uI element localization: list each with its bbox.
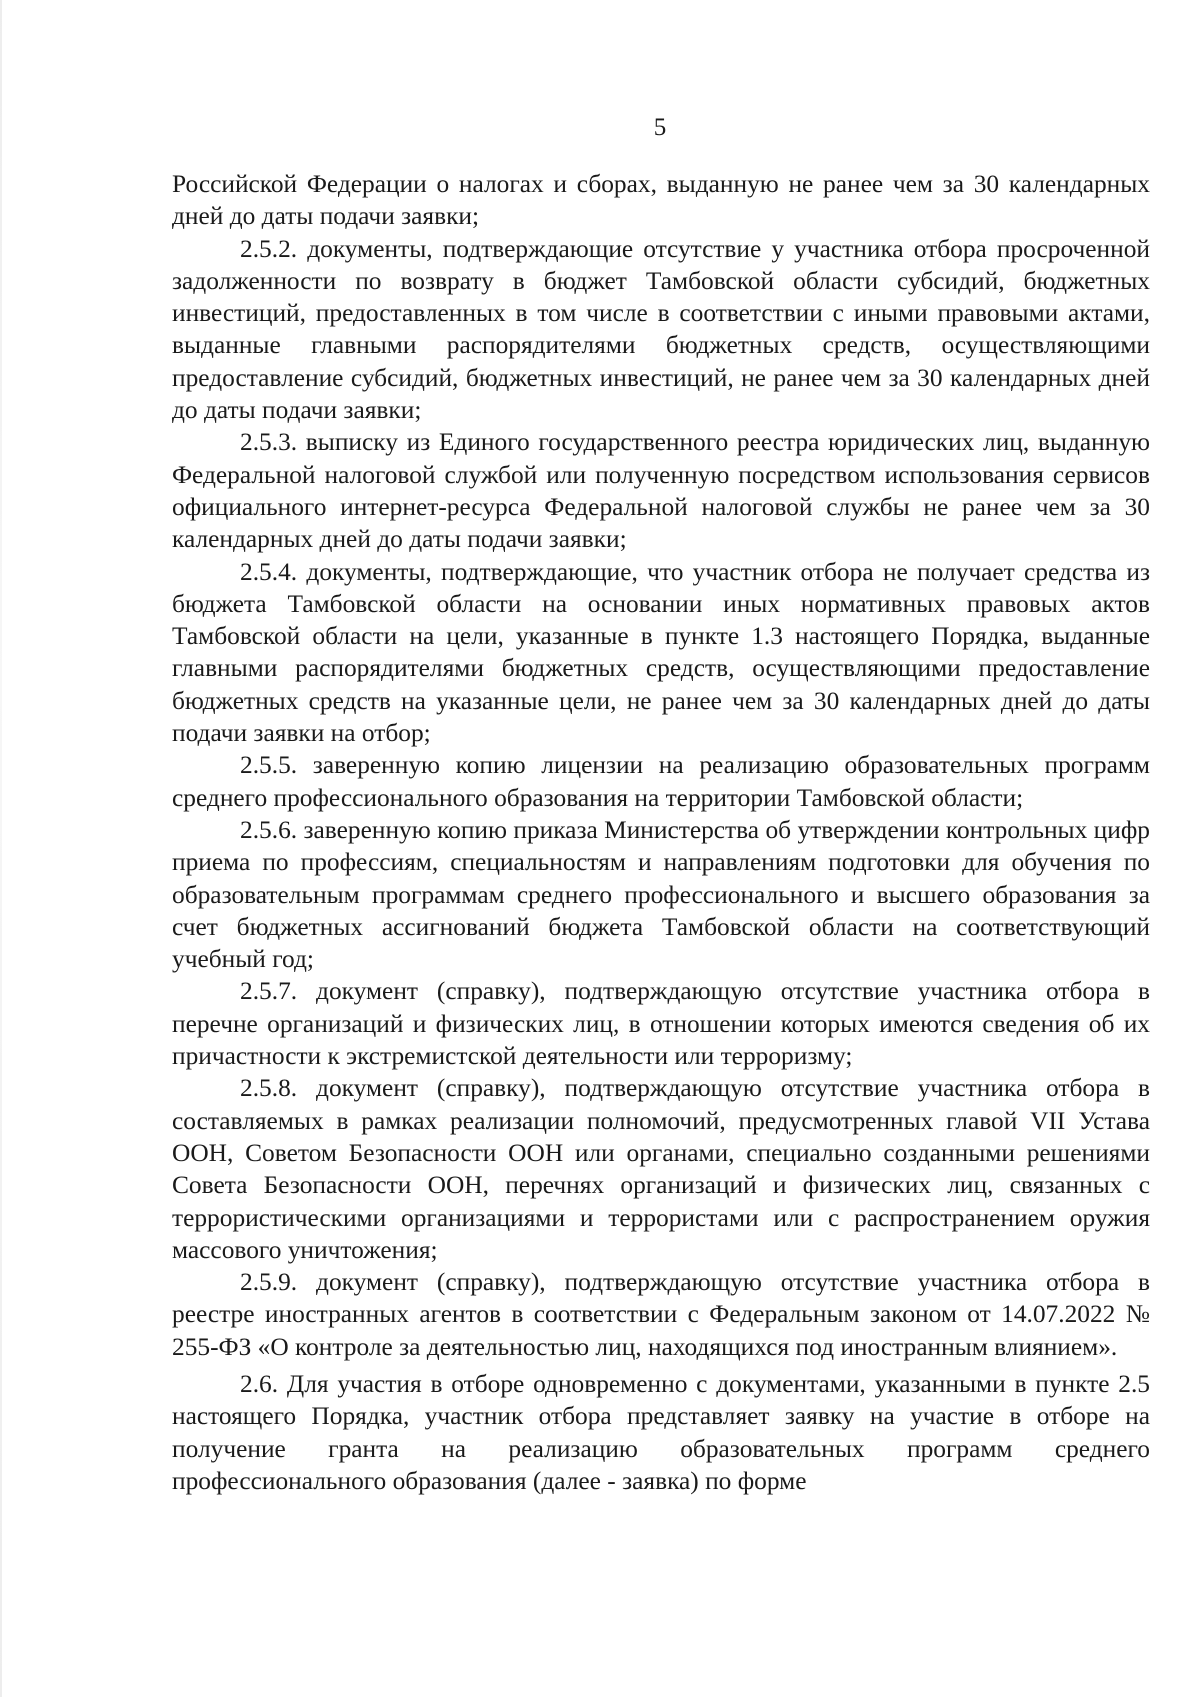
paragraph-continuation: Российской Федерации о налогах и сборах, выданную не ранее чем за 30 календарных дней до даты подачи заявки; bbox=[172, 170, 1150, 231]
paragraph-2-5-4: 2.5.4. документы, подтверждающие, что участник отбора не получает средства из бюджета Тамбовской области на основании иных нормативных правовых актов Тамбовской области на цели, указанные в пункте 1.3 настоящего Порядка, выданные главными распорядителями бюджетных средств, осуществляющими предоставление бюджетных средств на указанные цели, не ранее чем за 30 календарных дней до даты подачи заявки на отбор; bbox=[172, 557, 1150, 748]
paragraph-2-5-2: 2.5.2. документы, подтверждающие отсутствие у участника отбора просроченной задолженности по возврату в бюджет Тамбовской области субсидий, бюджетных инвестиций, предоставленных в том числе в соответствии с иными правовыми актами, выданные главными распорядителями бюджетных средств, осуществляющими предоставление субсидий, бюджетных инвестиций, не ранее чем за 30 календарных дней до даты подачи заявки; bbox=[172, 234, 1150, 425]
paragraph-2-5-7: 2.5.7. документ (справку), подтверждающую отсутствие участника отбора в перечне организаций и физических лиц, в отношении которых имеются сведения об их причастности к экстремистской деятельности или терроризму; bbox=[172, 977, 1150, 1071]
paragraph-2-5-3: 2.5.3. выписку из Единого государственного реестра юридических лиц, выданную Федеральной налоговой службой или полученную посредством использования сервисов официального интернет-ресурса Федеральной налоговой службы не ранее чем за 30 календарных дней до даты подачи заявки; bbox=[172, 428, 1150, 554]
scan-edge-shadow bbox=[0, 0, 2, 1697]
paragraph-2-5-9: 2.5.9. документ (справку), подтверждающую отсутствие участника отбора в реестре иностранных агентов в соответствии с Федеральным законом от 14.07.2022 № 255-ФЗ «О контроле за деятельностью лиц, находящихся под иностранным влиянием». bbox=[172, 1268, 1150, 1361]
page-number: 5 bbox=[653, 114, 667, 141]
paragraph-2-5-5: 2.5.5. заверенную копию лицензии на реализацию образовательных программ среднего профессионального образования на территории Тамбовской области; bbox=[172, 751, 1150, 812]
paragraph-2-5-8: 2.5.8. документ (справку), подтверждающую отсутствие участника отбора в составляемых в рамках реализации полномочий, предусмотренных главой VII Устава ООН, Советом Безопасности ООН или органами, специально созданными решениями Совета Безопасности ООН, перечнях организаций и физических лиц, связанных с террористическими организациями и террористами или с распространением оружия массового уничтожения; bbox=[172, 1074, 1150, 1264]
document-body bbox=[172, 168, 1150, 1497]
paragraph-2-6: 2.6. Для участия в отборе одновременно с документами, указанными в пункте 2.5 настоящего Порядка, участник отбора представляет заявку на участие в отборе на получение гранта на реализацию образовательных программ среднего профессионального образования (далее - заявка) по форме bbox=[172, 1369, 1150, 1495]
paragraph-2-5-6: 2.5.6. заверенную копию приказа Министерства об утверждении контрольных цифр приема по профессиям, специальностям и направлениям подготовки для обучения по образовательным программам среднего профессионального и высшего образования за счет бюджетных ассигнований бюджета Тамбовской области на соответствующий учебный год; bbox=[172, 815, 1150, 974]
